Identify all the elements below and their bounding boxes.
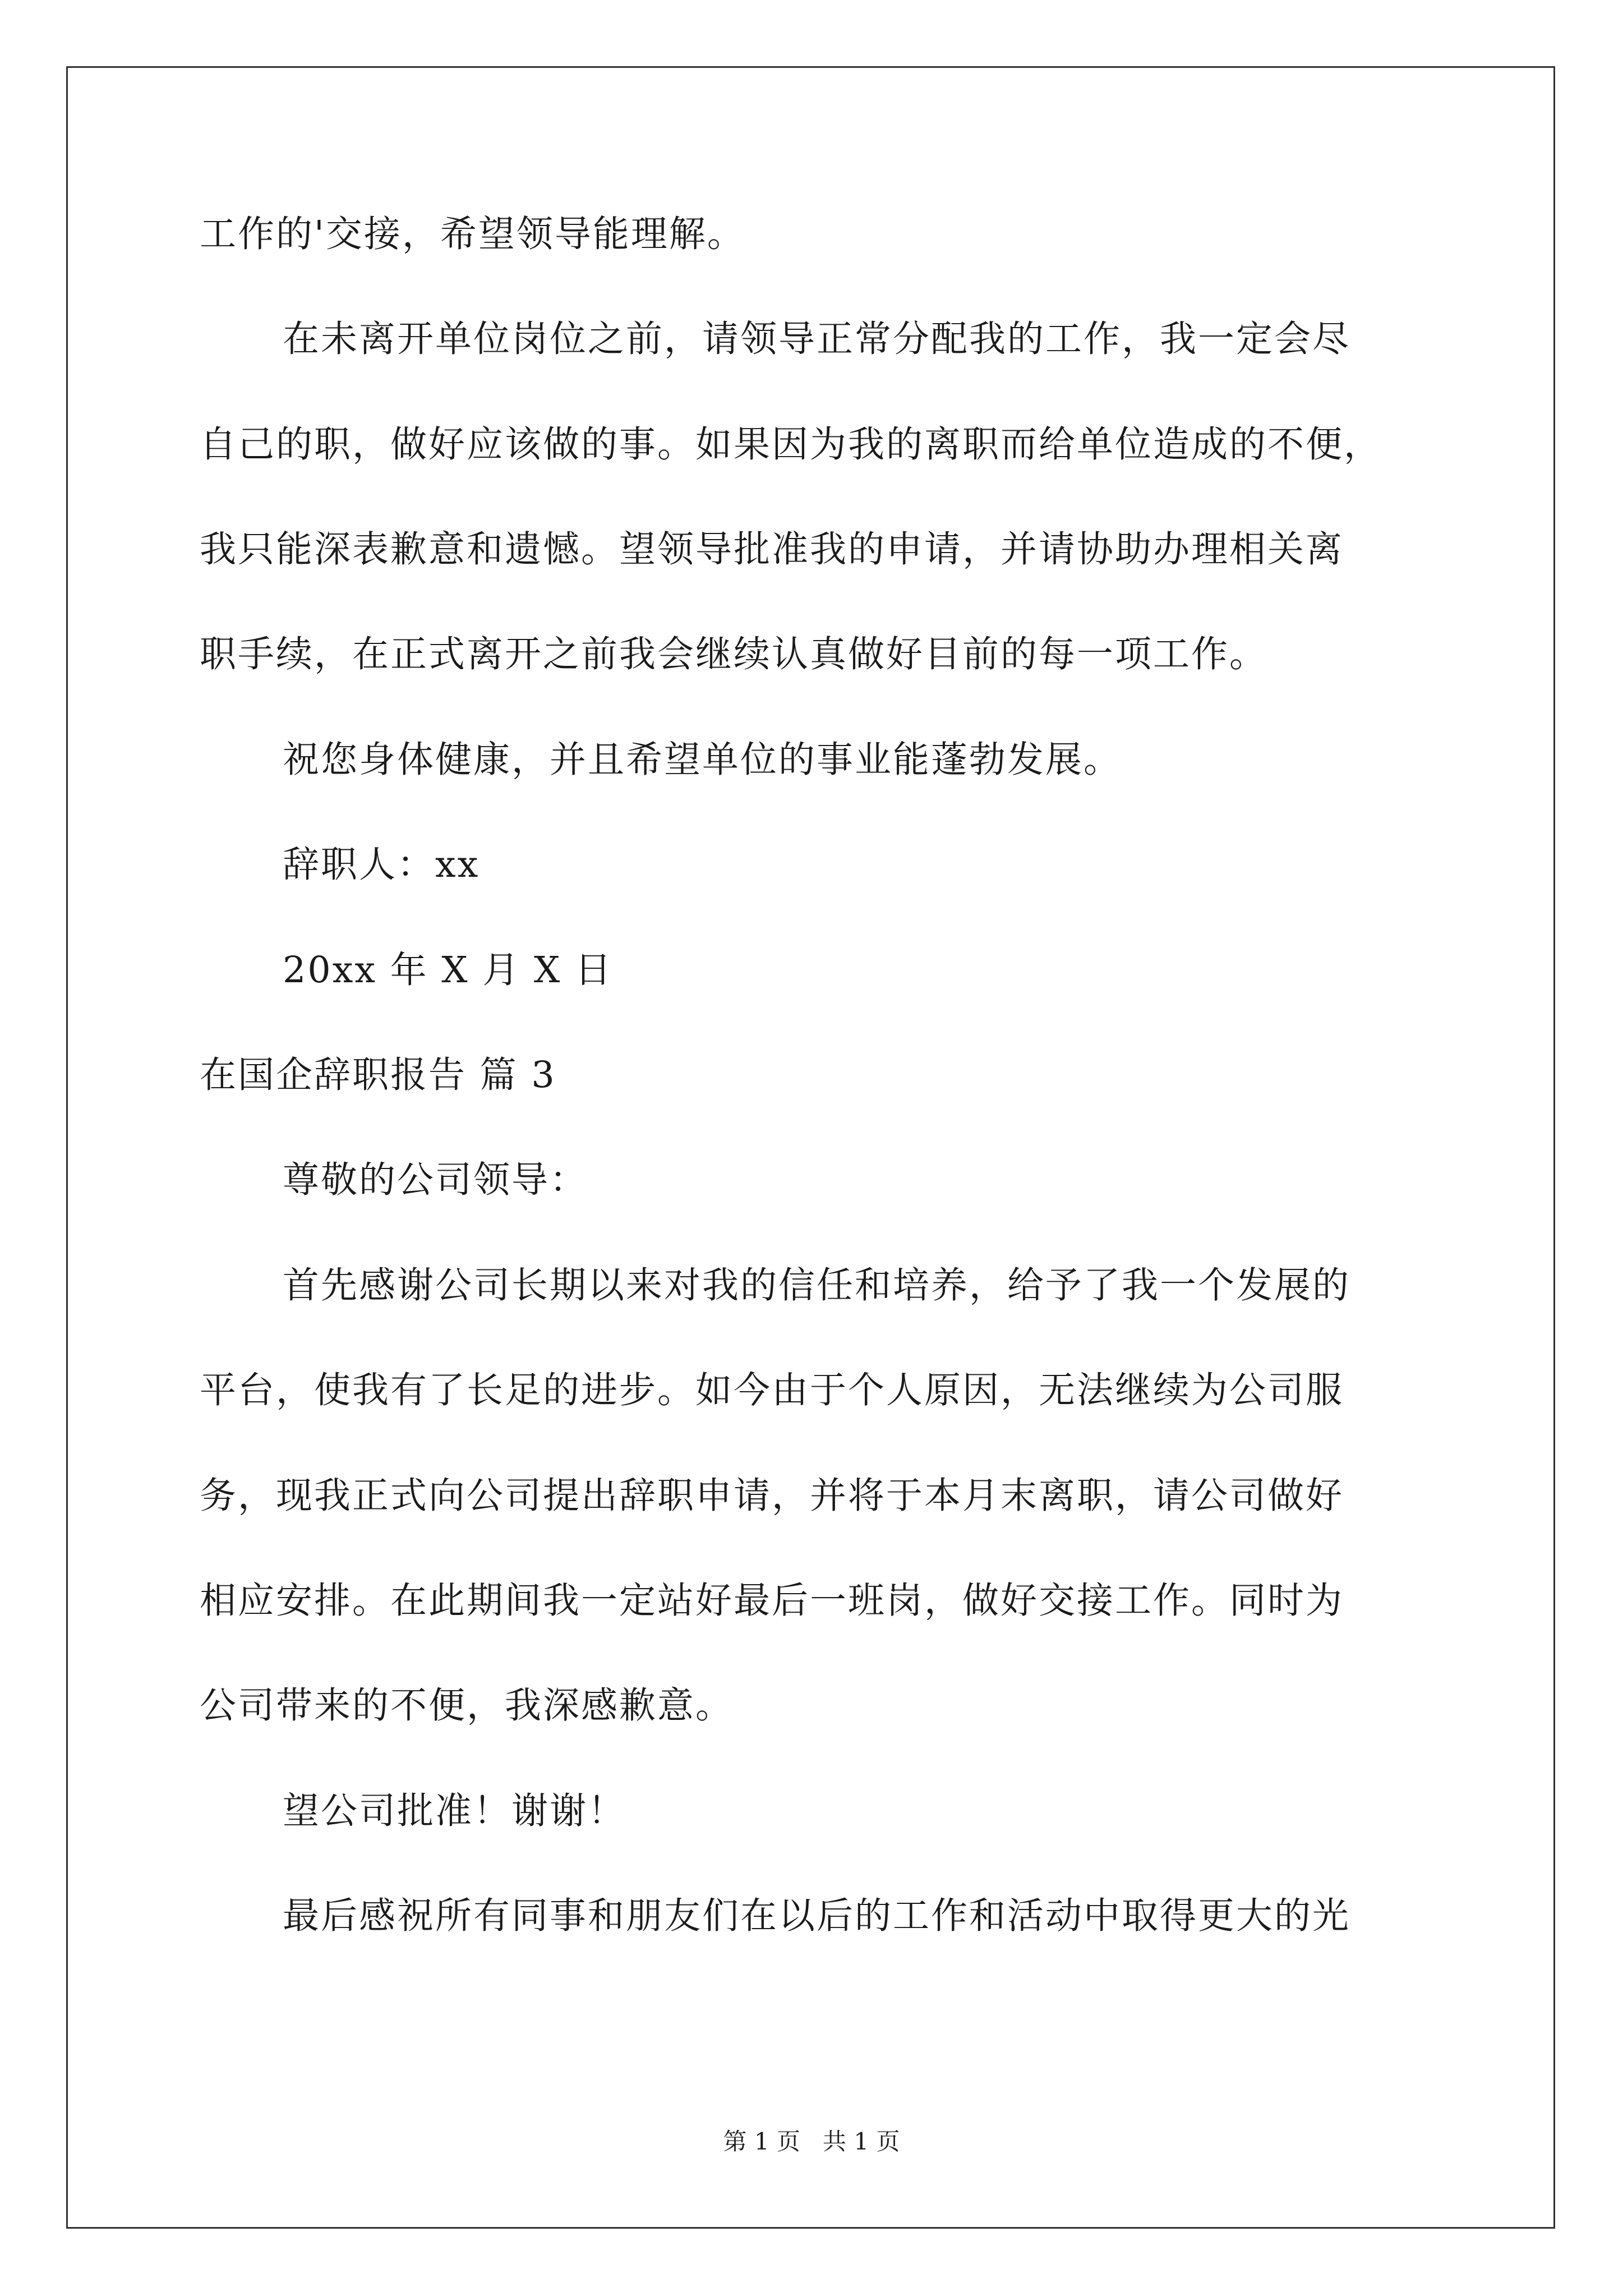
text-line: 公司带来的不便，我深感歉意。 [200,1685,734,1727]
section-heading: 在国企辞职报告 篇 3 [200,1054,556,1096]
signature-line: 辞职人：xx [283,844,480,886]
text-line: 职手续，在正式离开之前我会继续认真做好目前的每一项工作。 [200,633,1268,675]
text-line: 在未离开单位岗位之前，请领导正常分配我的工作，我一定会尽 [283,318,1351,360]
text-line: 自己的职，做好应该做的事。如果因为我的离职而给单位造成的不便， [200,424,1382,466]
text-line: 首先感谢公司长期以来对我的信任和培养，给予了我一个发展的 [283,1264,1351,1306]
text-line: 我只能深表歉意和遗憾。望领导批准我的申请，并请协助办理相关离 [200,528,1344,570]
text-line: 平台，使我有了长足的进步。如今由于个人原因，无法继续为公司服 [200,1369,1344,1411]
text-line: 相应安排。在此期间我一定站好最后一班岗，做好交接工作。同时为 [200,1580,1344,1622]
page-footer: 第 1 页 共 1 页 [723,2128,900,2155]
text-line: 望公司批准！谢谢！ [283,1790,626,1832]
text-line: 祝您身体健康，并且希望单位的事业能蓬勃发展。 [283,739,1122,781]
salutation: 尊敬的公司领导： [283,1159,588,1201]
text-line: 务，现我正式向公司提出辞职申请，并将于本月末离职，请公司做好 [200,1475,1344,1517]
text-line: 最后感祝所有同事和朋友们在以后的工作和活动中取得更大的光 [283,1895,1351,1937]
text-line: 工作的'交接，希望领导能理解。 [200,213,745,255]
date-line: 20xx 年 X 月 X 日 [283,949,613,991]
